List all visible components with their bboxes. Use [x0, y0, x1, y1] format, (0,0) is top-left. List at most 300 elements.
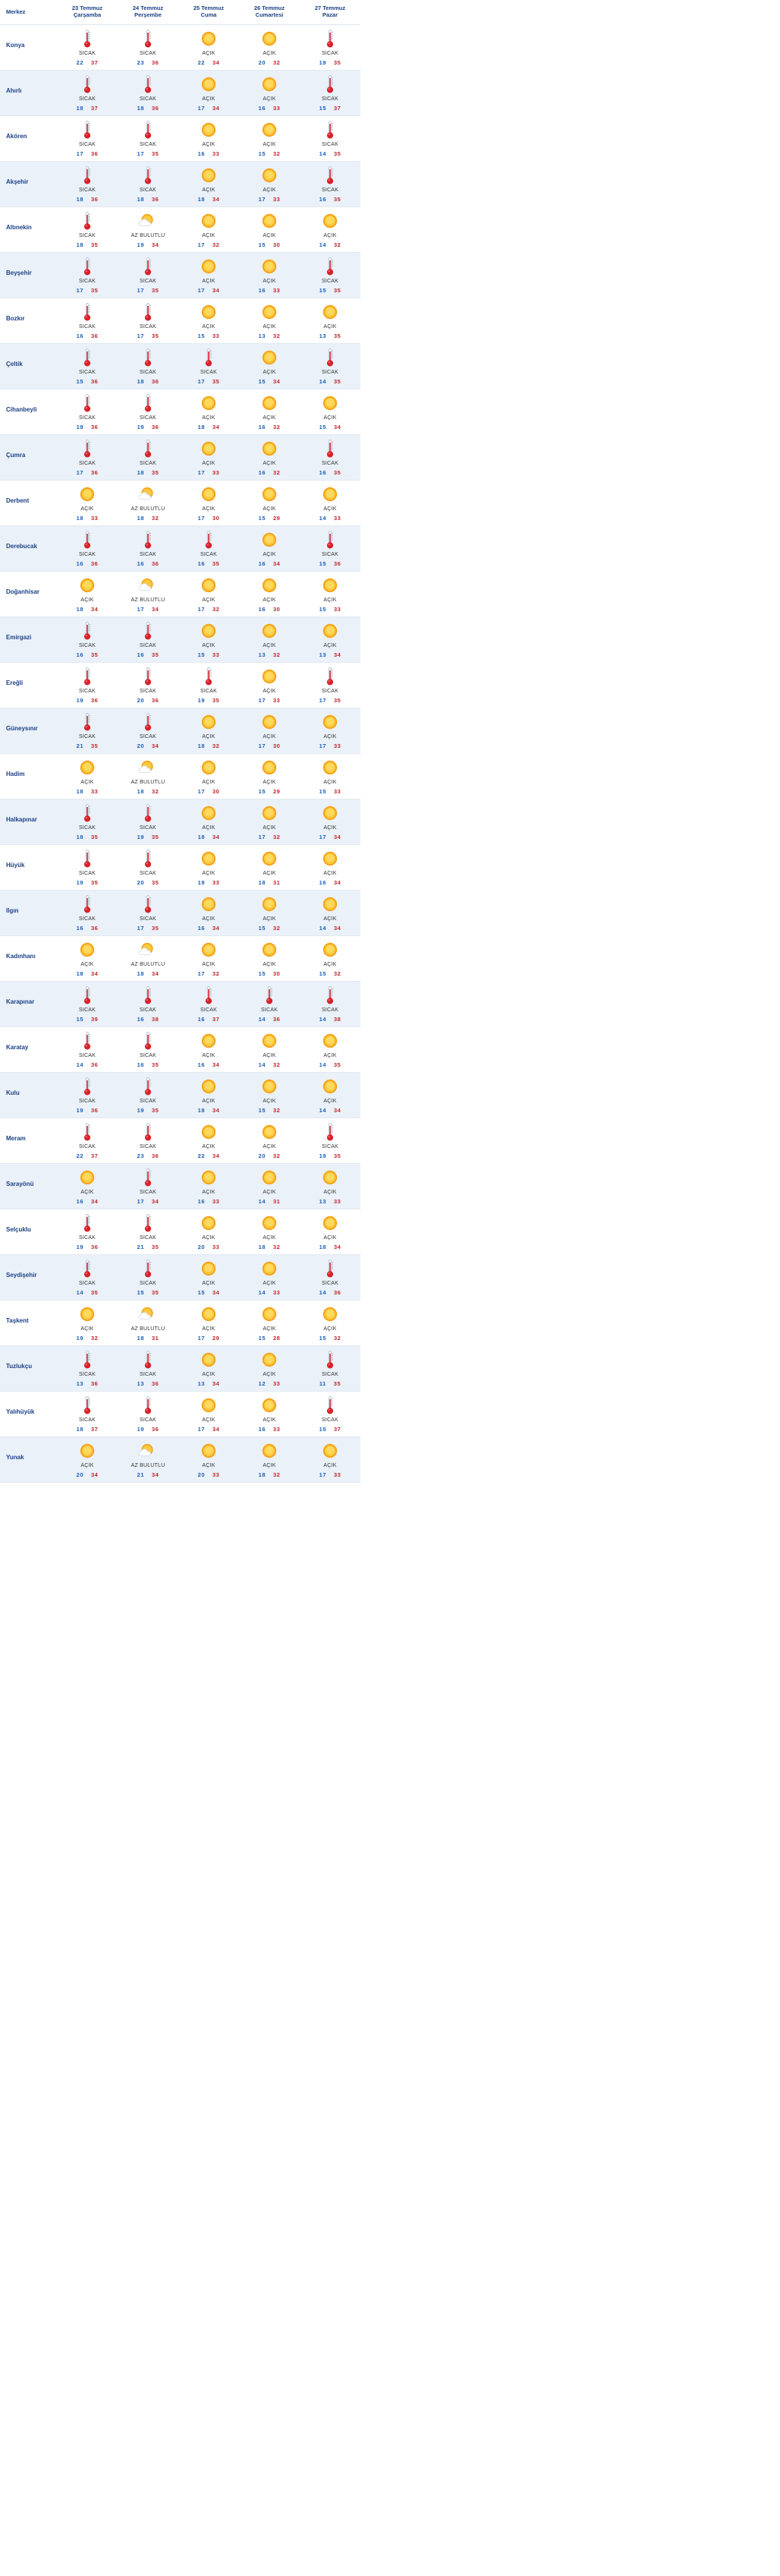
low-temperature: 18 — [137, 970, 144, 977]
low-temperature: 13 — [319, 651, 326, 658]
district-name[interactable]: Hadim — [0, 753, 57, 799]
temperature-range — [137, 287, 159, 294]
high-temperature: 34 — [212, 1288, 220, 1296]
forecast-cell — [300, 616, 360, 662]
forecast-cell — [57, 1163, 118, 1209]
condition-label: SICAK — [321, 96, 338, 102]
condition-label: AÇIK — [263, 642, 276, 648]
table-row — [0, 252, 360, 298]
low-temperature: 19 — [197, 878, 205, 886]
district-name[interactable]: Karapınar — [0, 981, 57, 1026]
district-name[interactable]: Seydişehir — [0, 1254, 57, 1300]
table-row — [0, 981, 360, 1026]
sun-icon — [322, 304, 338, 320]
low-temperature: 13 — [319, 332, 326, 339]
thermometer-icon — [83, 667, 92, 686]
thermometer-icon — [83, 985, 92, 1005]
low-temperature: 16 — [137, 560, 144, 567]
thermometer-icon — [143, 166, 153, 185]
high-temperature: 36 — [91, 150, 99, 157]
forecast-cell — [57, 389, 118, 434]
high-temperature: 35 — [212, 377, 220, 385]
thermometer-icon — [326, 1259, 335, 1279]
sun-icon — [200, 805, 217, 821]
high-temperature: 34 — [334, 651, 341, 658]
forecast-cell — [178, 708, 239, 753]
forecast-cell — [178, 1163, 239, 1209]
temperature-range — [137, 697, 159, 704]
low-temperature: 17 — [258, 696, 266, 704]
table-row — [0, 1391, 360, 1436]
district-name[interactable]: Yunak — [0, 1436, 57, 1482]
forecast-cell — [118, 616, 178, 662]
condition-label: AÇIK — [202, 278, 215, 284]
condition-label: AZ BULUTLU — [131, 1462, 165, 1468]
condition-label: SICAK — [321, 1371, 338, 1377]
low-temperature: 18 — [137, 195, 144, 203]
thermometer-icon — [143, 1395, 153, 1415]
low-temperature: 19 — [76, 1334, 83, 1342]
temperature-range — [198, 788, 220, 795]
temperature-range — [77, 287, 99, 294]
temperature-range — [319, 150, 341, 157]
condition-label: AÇIK — [80, 1462, 94, 1468]
low-temperature: 15 — [197, 651, 205, 658]
low-temperature: 18 — [137, 104, 144, 112]
low-temperature: 13 — [76, 1379, 83, 1387]
temperature-range — [319, 1061, 341, 1068]
thermometer-icon — [204, 667, 213, 686]
sun-icon — [261, 395, 278, 411]
low-temperature: 16 — [76, 651, 83, 658]
forecast-cell — [239, 1436, 300, 1482]
temperature-range — [77, 834, 99, 840]
district-name[interactable]: Cihanbeyli — [0, 389, 57, 434]
table-row — [0, 571, 360, 616]
condition-label: AÇIK — [263, 460, 276, 466]
sun-icon — [322, 896, 338, 913]
high-temperature: 33 — [273, 1379, 281, 1387]
temperature-range — [77, 1107, 99, 1114]
temperature-range — [77, 970, 99, 977]
temperature-range — [137, 105, 159, 112]
condition-label: SICAK — [78, 1371, 96, 1377]
condition-label: AÇIK — [263, 141, 276, 147]
low-temperature: 15 — [258, 514, 266, 522]
high-temperature: 32 — [273, 1106, 281, 1114]
temperature-range — [259, 1289, 281, 1296]
high-temperature: 37 — [334, 1425, 341, 1433]
temperature-range — [319, 378, 341, 385]
high-temperature: 35 — [334, 286, 341, 294]
low-temperature: 15 — [258, 1334, 266, 1342]
low-temperature: 18 — [76, 241, 83, 248]
condition-label: SICAK — [139, 642, 156, 648]
temperature-range — [77, 333, 99, 339]
district-name[interactable]: Altınekin — [0, 207, 57, 252]
district-name[interactable]: Kulu — [0, 1072, 57, 1118]
condition-label: AÇIK — [323, 961, 337, 967]
sun-icon — [79, 486, 96, 503]
forecast-cell — [57, 935, 118, 981]
temperature-range — [259, 697, 281, 704]
forecast-cell — [57, 1026, 118, 1072]
thermometer-icon — [143, 348, 153, 367]
condition-label: AÇIK — [323, 1052, 337, 1058]
district-name[interactable]: Beyşehir — [0, 252, 57, 298]
sun-icon — [79, 941, 96, 958]
temperature-range — [77, 560, 99, 567]
low-temperature: 12 — [258, 1379, 266, 1387]
header-day-3-name: Cumartesi — [255, 11, 284, 19]
low-temperature: 13 — [137, 1379, 144, 1387]
forecast-cell — [300, 1300, 360, 1345]
sun-icon — [261, 486, 278, 503]
sun-icon — [261, 258, 278, 275]
temperature-range — [198, 1152, 220, 1159]
forecast-cell — [178, 935, 239, 981]
condition-label: AÇIK — [323, 1098, 337, 1104]
forecast-cell — [57, 115, 118, 161]
condition-label: SICAK — [78, 1280, 96, 1286]
high-temperature: 36 — [91, 195, 99, 203]
low-temperature: 16 — [197, 1015, 205, 1023]
temperature-range — [137, 1426, 159, 1433]
forecast-cell — [300, 1209, 360, 1254]
forecast-cell — [239, 799, 300, 844]
low-temperature: 17 — [197, 514, 205, 522]
high-temperature: 32 — [152, 514, 159, 522]
high-temperature: 36 — [91, 924, 99, 932]
header-row — [0, 0, 360, 24]
condition-label: AÇIK — [202, 506, 215, 512]
high-temperature: 33 — [334, 514, 341, 522]
low-temperature: 20 — [197, 1471, 205, 1478]
forecast-cell — [118, 1072, 178, 1118]
temperature-range — [137, 1061, 159, 1068]
condition-label: SICAK — [78, 916, 96, 922]
table-row — [0, 616, 360, 662]
high-temperature: 32 — [212, 605, 220, 613]
condition-label: AÇIK — [263, 1189, 276, 1195]
condition-label: AZ BULUTLU — [131, 1326, 165, 1332]
thermometer-icon — [83, 257, 92, 276]
high-temperature: 32 — [91, 1334, 99, 1342]
low-temperature: 20 — [137, 696, 144, 704]
district-name[interactable]: Yalıhüyük — [0, 1391, 57, 1436]
condition-label: AÇIK — [323, 642, 337, 648]
thermometer-icon — [83, 1213, 92, 1233]
forecast-cell — [178, 662, 239, 708]
district-name[interactable]: Ilgın — [0, 890, 57, 935]
district-name[interactable]: Derebucak — [0, 525, 57, 571]
district-name[interactable]: Meram — [0, 1118, 57, 1163]
condition-label: SICAK — [78, 1417, 96, 1423]
thermometer-icon — [204, 985, 213, 1005]
header-day-1-name: Perşembe — [134, 11, 162, 19]
sun-icon — [200, 121, 217, 138]
forecast-cell — [178, 525, 239, 571]
temperature-range — [198, 1016, 220, 1023]
condition-label: AÇIK — [263, 278, 276, 284]
sun-icon — [322, 941, 338, 958]
header-day-3-date: 26 Temmuz — [253, 5, 285, 11]
temperature-range — [77, 241, 99, 248]
district-name[interactable]: Karatay — [0, 1026, 57, 1072]
temperature-range — [259, 743, 281, 749]
condition-label: AÇIK — [263, 1371, 276, 1377]
low-temperature: 18 — [76, 787, 83, 795]
condition-label: SICAK — [139, 1143, 156, 1149]
high-temperature: 33 — [212, 150, 220, 157]
condition-label: AÇIK — [202, 1052, 215, 1058]
district-name[interactable]: Ereğli — [0, 662, 57, 708]
condition-label: SICAK — [321, 278, 338, 284]
condition-label: AZ BULUTLU — [131, 597, 165, 603]
sun-icon — [200, 1351, 217, 1368]
thermometer-icon — [265, 985, 274, 1005]
high-temperature: 33 — [273, 1288, 281, 1296]
condition-label: SICAK — [78, 870, 96, 876]
temperature-range — [137, 196, 159, 203]
high-temperature: 35 — [334, 1152, 341, 1159]
header-day-2-name: Cuma — [200, 11, 217, 19]
temperature-range — [77, 651, 99, 658]
temperature-range — [319, 1471, 341, 1478]
condition-label: SICAK — [139, 916, 156, 922]
high-temperature: 29 — [273, 514, 281, 522]
low-temperature: 17 — [197, 377, 205, 385]
high-temperature: 30 — [212, 787, 220, 795]
sun-cloud-icon — [138, 486, 158, 503]
condition-label: SICAK — [139, 50, 156, 56]
sun-icon — [261, 1078, 278, 1095]
condition-label: SICAK — [78, 733, 96, 739]
thermometer-icon — [326, 985, 335, 1005]
temperature-range — [259, 788, 281, 795]
temperature-range — [259, 287, 281, 294]
low-temperature: 19 — [137, 241, 144, 248]
table-row — [0, 480, 360, 525]
thermometer-icon — [326, 74, 335, 94]
low-temperature: 15 — [319, 787, 326, 795]
high-temperature: 34 — [334, 423, 341, 430]
temperature-range — [137, 651, 159, 658]
forecast-cell — [178, 70, 239, 115]
condition-label: AÇIK — [263, 1280, 276, 1286]
forecast-cell — [239, 571, 300, 616]
district-name[interactable]: Doğanhisar — [0, 571, 57, 616]
high-temperature: 32 — [212, 970, 220, 977]
sun-icon — [200, 896, 217, 913]
high-temperature: 34 — [212, 104, 220, 112]
low-temperature: 17 — [258, 742, 266, 749]
forecast-cell — [118, 434, 178, 480]
district-name[interactable]: Konya — [0, 24, 57, 70]
high-temperature: 32 — [273, 150, 281, 157]
temperature-range — [259, 59, 281, 66]
thermometer-icon — [326, 1350, 335, 1370]
thermometer-icon — [326, 257, 335, 276]
low-temperature: 22 — [197, 58, 205, 66]
table-row — [0, 799, 360, 844]
temperature-range — [259, 1426, 281, 1433]
condition-label: AÇIK — [202, 1280, 215, 1286]
table-row — [0, 890, 360, 935]
condition-label: AÇIK — [202, 1189, 215, 1195]
condition-label: AÇIK — [323, 1234, 337, 1241]
forecast-cell — [178, 890, 239, 935]
district-name[interactable]: Güneysınır — [0, 708, 57, 753]
low-temperature: 22 — [197, 1152, 205, 1159]
condition-label: AÇIK — [263, 870, 276, 876]
high-temperature: 35 — [334, 468, 341, 476]
thermometer-icon — [83, 803, 92, 823]
temperature-range — [77, 424, 99, 430]
district-name[interactable]: Akören — [0, 115, 57, 161]
condition-label: SICAK — [139, 1052, 156, 1058]
low-temperature: 16 — [319, 195, 326, 203]
thermometer-icon — [326, 667, 335, 686]
district-name[interactable]: Çeltik — [0, 343, 57, 389]
temperature-range — [137, 743, 159, 749]
condition-label: AÇIK — [323, 1189, 337, 1195]
district-name[interactable]: Kadınhanı — [0, 935, 57, 981]
table-row — [0, 1436, 360, 1482]
forecast-cell — [118, 844, 178, 890]
condition-label: AÇIK — [202, 232, 215, 238]
forecast-cell — [178, 981, 239, 1026]
district-name[interactable]: Tuzlukçu — [0, 1345, 57, 1391]
temperature-range — [259, 1061, 281, 1068]
sun-icon — [261, 167, 278, 184]
high-temperature: 31 — [273, 1197, 281, 1205]
low-temperature: 15 — [137, 1288, 144, 1296]
condition-label: AÇIK — [263, 733, 276, 739]
high-temperature: 34 — [212, 195, 220, 203]
forecast-cell — [300, 1391, 360, 1436]
forecast-cell — [118, 1254, 178, 1300]
forecast-cell — [57, 434, 118, 480]
high-temperature: 32 — [273, 423, 281, 430]
condition-label: AÇIK — [263, 1143, 276, 1149]
condition-label: AÇIK — [263, 916, 276, 922]
district-name[interactable]: Sarayönü — [0, 1163, 57, 1209]
low-temperature: 20 — [258, 1152, 266, 1159]
district-name[interactable]: Emirgazi — [0, 616, 57, 662]
temperature-range — [259, 469, 281, 476]
sun-icon — [79, 577, 96, 594]
temperature-range — [259, 196, 281, 203]
condition-label: AÇIK — [80, 779, 94, 785]
high-temperature: 34 — [334, 833, 341, 840]
district-name[interactable]: Bozkır — [0, 298, 57, 343]
temperature-range — [77, 606, 99, 613]
district-name[interactable]: Ahırlı — [0, 70, 57, 115]
district-name[interactable]: Derbent — [0, 480, 57, 525]
table-body — [0, 24, 360, 1482]
high-temperature: 36 — [152, 58, 159, 66]
high-temperature: 33 — [334, 1197, 341, 1205]
temperature-range — [319, 879, 341, 886]
low-temperature: 17 — [197, 286, 205, 294]
thermometer-icon — [83, 1259, 92, 1279]
low-temperature: 18 — [76, 605, 83, 613]
low-temperature: 16 — [258, 1425, 266, 1433]
high-temperature: 35 — [91, 742, 99, 749]
temperature-range — [259, 1471, 281, 1478]
forecast-cell — [178, 1345, 239, 1391]
temperature-range — [259, 879, 281, 886]
low-temperature: 20 — [137, 742, 144, 749]
low-temperature: 14 — [258, 1061, 266, 1068]
sun-icon — [261, 1215, 278, 1231]
forecast-cell — [300, 890, 360, 935]
forecast-cell — [300, 434, 360, 480]
district-name[interactable]: Hüyük — [0, 844, 57, 890]
header-day-3 — [239, 0, 300, 24]
temperature-range — [259, 424, 281, 430]
header-day-4-date: 27 Temmuz — [314, 5, 346, 11]
forecast-cell — [300, 1345, 360, 1391]
table-row — [0, 662, 360, 708]
thermometer-icon — [83, 74, 92, 94]
high-temperature: 35 — [91, 651, 99, 658]
condition-label: AÇIK — [263, 779, 276, 785]
low-temperature: 18 — [197, 195, 205, 203]
forecast-cell — [300, 389, 360, 434]
forecast-cell — [57, 1254, 118, 1300]
low-temperature: 15 — [258, 377, 266, 385]
district-name[interactable]: Selçuklu — [0, 1209, 57, 1254]
district-name[interactable]: Çumra — [0, 434, 57, 480]
high-temperature: 35 — [91, 286, 99, 294]
sun-icon — [200, 1306, 217, 1323]
high-temperature: 35 — [91, 241, 99, 248]
table-row — [0, 935, 360, 981]
forecast-cell — [239, 252, 300, 298]
sun-icon — [261, 30, 278, 47]
condition-label: AÇIK — [202, 1371, 215, 1377]
condition-label: SICAK — [139, 460, 156, 466]
temperature-range — [198, 1471, 220, 1478]
district-name[interactable]: Taşkent — [0, 1300, 57, 1345]
low-temperature: 15 — [319, 286, 326, 294]
high-temperature: 33 — [212, 1197, 220, 1205]
condition-label: AÇIK — [202, 779, 215, 785]
high-temperature: 36 — [91, 1061, 99, 1068]
district-name[interactable]: Akşehir — [0, 161, 57, 207]
low-temperature: 15 — [258, 970, 266, 977]
high-temperature: 32 — [334, 241, 341, 248]
sun-cloud-icon — [138, 213, 158, 229]
low-temperature: 18 — [197, 742, 205, 749]
low-temperature: 15 — [197, 1288, 205, 1296]
district-name[interactable]: Halkapınar — [0, 799, 57, 844]
temperature-range — [319, 606, 341, 613]
condition-label: AÇIK — [202, 96, 215, 102]
condition-label: SICAK — [321, 460, 338, 466]
low-temperature: 18 — [137, 377, 144, 385]
condition-label: SICAK — [139, 1280, 156, 1286]
sun-icon — [322, 1442, 338, 1459]
forecast-cell — [118, 753, 178, 799]
forecast-cell — [118, 207, 178, 252]
high-temperature: 32 — [273, 1152, 281, 1159]
temperature-range — [319, 1016, 341, 1023]
temperature-range — [198, 560, 220, 567]
low-temperature: 16 — [258, 468, 266, 476]
